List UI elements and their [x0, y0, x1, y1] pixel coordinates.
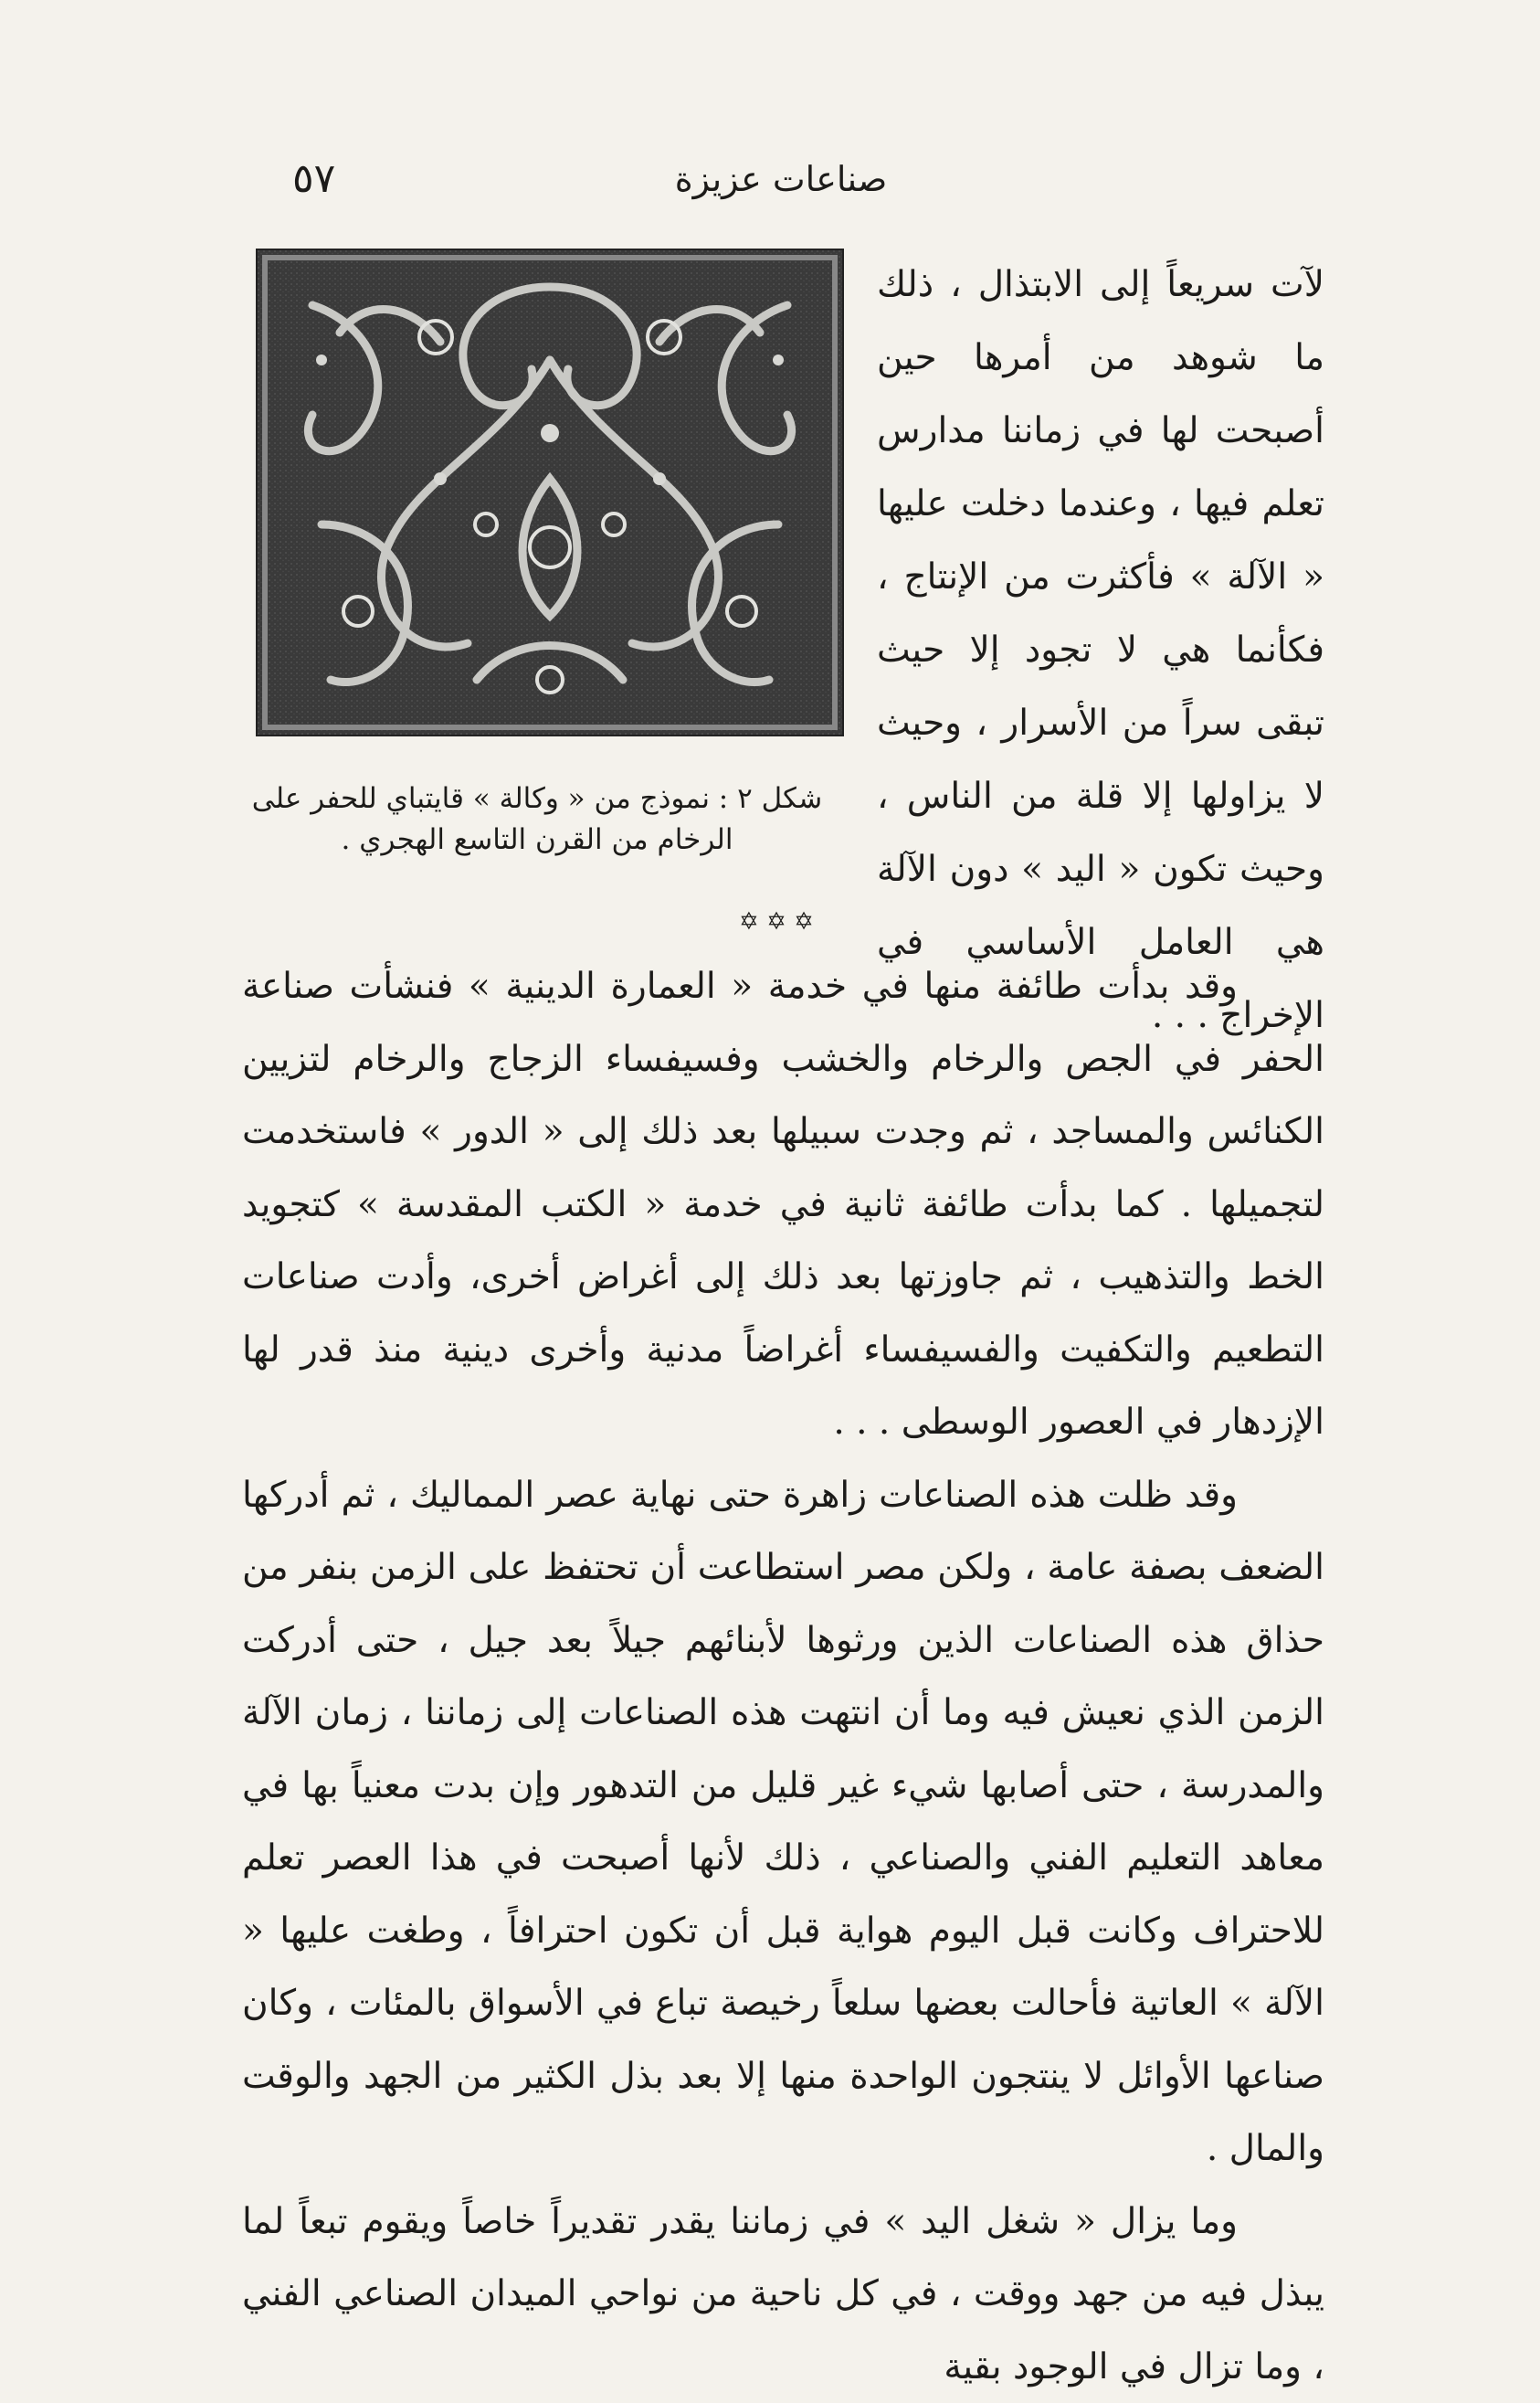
- section-divider-ornament: ✡ ✡ ✡: [722, 910, 831, 934]
- page-title: صناعات عزيزة: [237, 159, 1324, 199]
- body-text: [242, 950, 1324, 2403]
- paragraph-1: وقد بدأت طائفة منها في خدمة « العمارة الدينية » فنشأت صناعة الحفر في الجص والرخام والخشب وفسيفساء الزجاج والرخام لتزيين الكنائس والمساجد ، ثم وجدت سبيلها بعد ذلك إلى « الدور » فاستخدمت لتجميلها . كما بدأت طائفة ثانية في خدمة « الكتب المقدسة » كتجويد الخط والتذهيب ، ثم جاوزتها بعد ذلك إلى أغراض أخرى، وأدت صناعات التطعيم والتكفيت والفسيفساء أغراضاً مدنية وأخرى دينية منذ قدر لها الإزدهار في العصور الوسطى . . .: [242, 950, 1324, 1459]
- arabesque-carving-image: [258, 250, 842, 735]
- figure-caption: شكل ٢ : نموذج من « وكالة » قايتباي للحفر على الرخام من القرن التاسع الهجري .: [245, 778, 829, 861]
- running-head: [237, 155, 1324, 210]
- side-paragraph: لآت سريعاً إلى الابتذال ، ذلك ما شوهد من أمرها حين أصبحت لها في زماننا مدارس تعلم فيها ، وعندما دخلت عليها « الآلة » فأكثرت من الإنتاج ، فكأنما هي لا تجود إلا حيث تبقى سراً من الأسرار ، وحيث لا يزاولها إلا قلة من الناس ، وحيث تكون « اليد » دون الآلة هي العامل الأساسي في الإخراج . . .: [877, 249, 1324, 1053]
- page-number: ٥٧: [292, 155, 335, 202]
- side-column-text: [877, 249, 1324, 1053]
- paragraph-3: وما يزال « شغل اليد » في زماننا يقدر تقديراً خاصاً ويقوم تبعاً لما يبذل فيه من جهد ووقت ، في كل ناحية من نواحي الميدان الصناعي الفني ، وما تزال في الوجود بقية: [242, 2186, 1324, 2403]
- paragraph-2: وقد ظلت هذه الصناعات زاهرة حتى نهاية عصر المماليك ، ثم أدركها الضعف بصفة عامة ، ولكن مصر استطاعت أن تحتفظ على الزمن بنفر من حذاق هذه الصناعات الذين ورثوها لأبنائهم جيلاً بعد جيل ، حتى أدركت الزمن الذي نعيش فيه وما أن انتهت هذه الصناعات إلى زماننا ، زمان الآلة والمدرسة ، حتى أصابها شيء غير قليل من التدهور وإن بدت معنياً بها في معاهد التعليم الفني والصناعي ، ذلك لأنها أصبحت في هذا العصر تعلم للاحتراف وكانت قبل اليوم هواية قبل أن تكون احترافاً ، وطغت عليها « الآلة » العاتية فأحالت بعضها سلعاً رخيصة تباع في الأسواق بالمئات ، وكان صناعها الأوائل لا ينتجون الواحدة منها إلا بعد بذل الكثير من الجهد والوقت والمال .: [242, 1459, 1324, 2186]
- figure-marble-carving-photo: [256, 249, 844, 736]
